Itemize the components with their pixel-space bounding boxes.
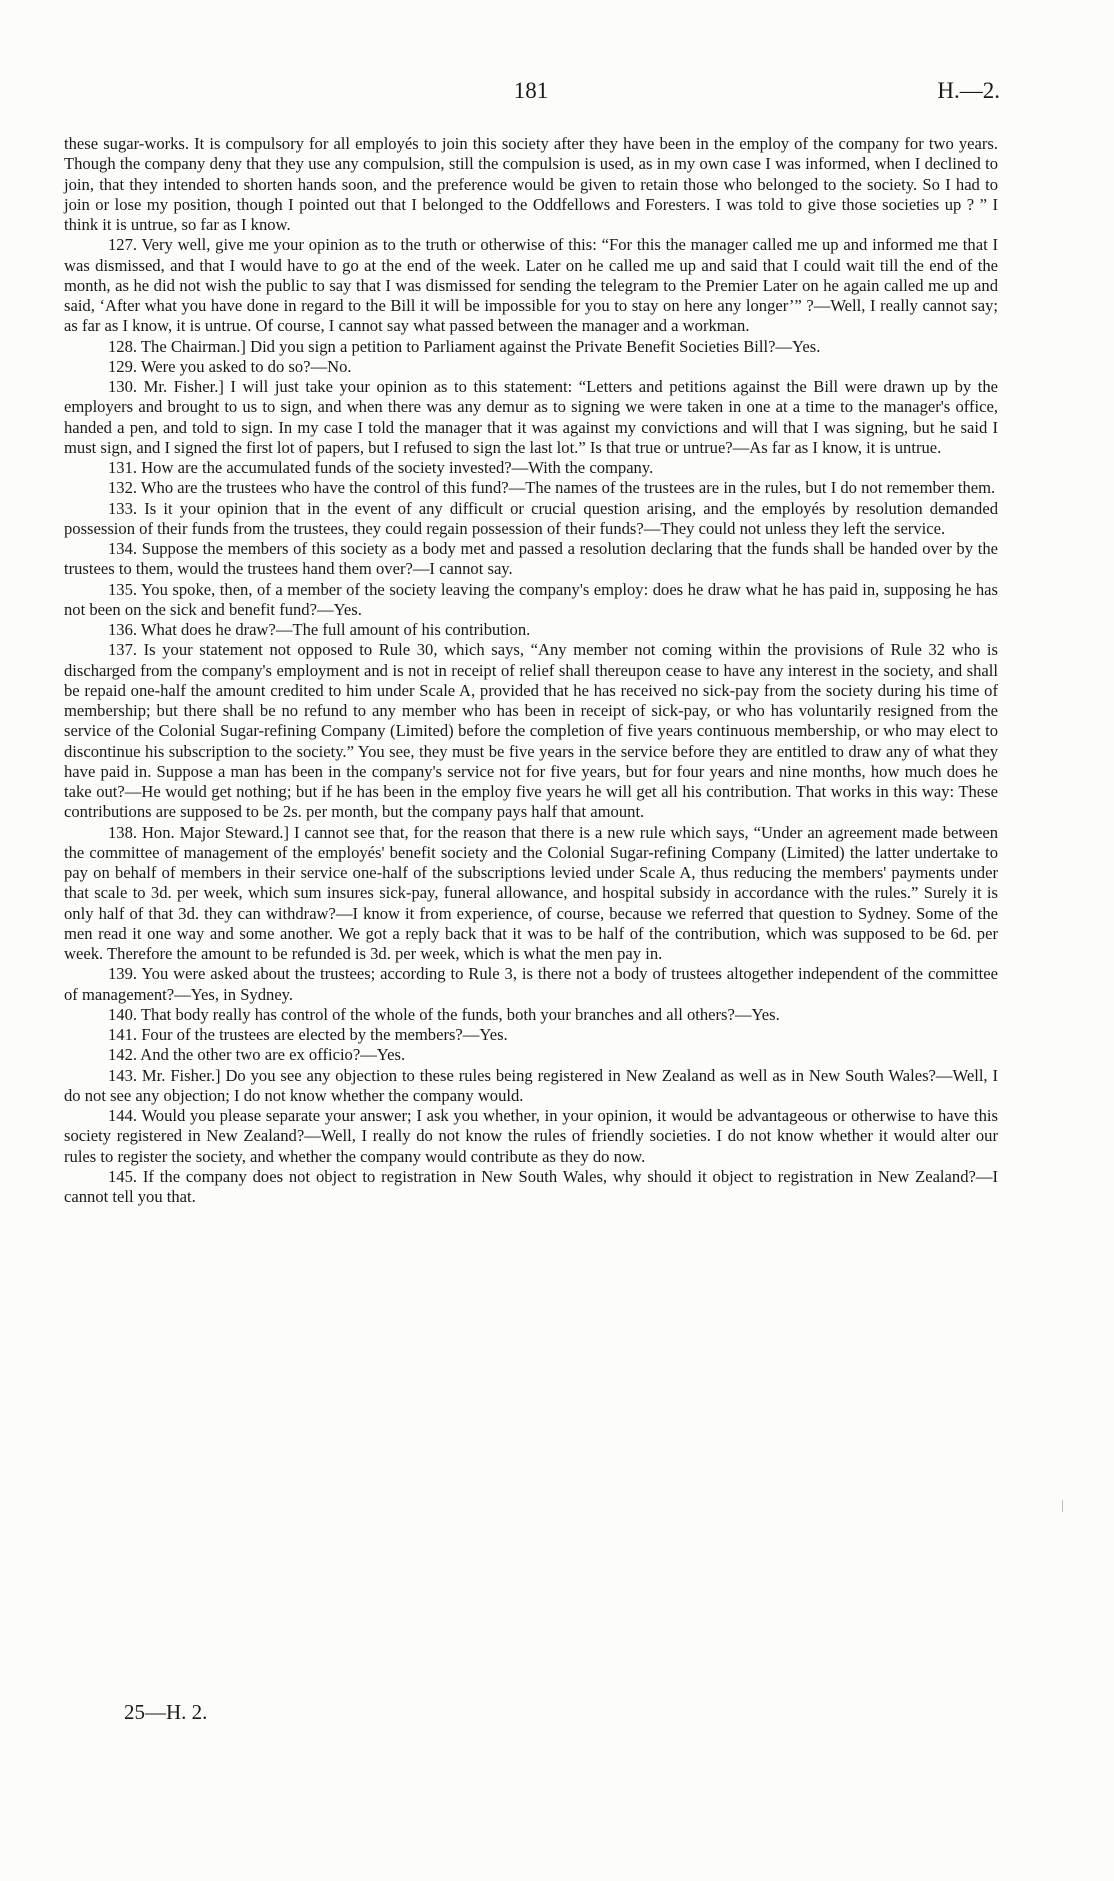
document-reference: H.—2. bbox=[937, 78, 1000, 103]
question-133: 133. Is it your opinion that in the event of any difficult or crucial question arising, and the employés by resolution demanded possession of their funds from the trustees, they could regain possession of their funds?—They could not unless they left the service. bbox=[64, 498, 998, 538]
question-140: 140. That body really has control of the whole of the funds, both your branches and all others?—Yes. bbox=[108, 1004, 780, 1024]
question-144: 144. Would you please separate your answer; I ask you whether, in your opinion, it would be advantageous or otherwise to have this society registered in New Zealand?—Well, I really do not know the rules of friendly societies. I do not know whether it would alter our rules to register the society, and whether the company would contribute as they do now. bbox=[64, 1106, 998, 1166]
question-132: 132. Who are the trustees who have the control of this fund?—The names of the trustees are in the rules, but I do not remember them. bbox=[108, 478, 996, 498]
question-131: 131. How are the accumulated funds of the society invested?—With the company. bbox=[108, 458, 654, 477]
question-139: 139. You were asked about the trustees; according to Rule 3, is there not a body of trustees altogether independent of the committee of management?—Yes, in Sydney. bbox=[64, 964, 998, 1004]
page-header bbox=[62, 78, 1000, 108]
question-145: 145. If the company does not object to registration in New South Wales, why should it object to registration in New Zealand?—I cannot tell you that. bbox=[64, 1166, 998, 1206]
question-141: 141. Four of the trustees are elected by the members?—Yes. bbox=[108, 1025, 508, 1044]
margin-mark bbox=[1062, 1500, 1063, 1512]
page-number: 181 bbox=[513, 78, 549, 103]
question-135: 135. You spoke, then, of a member of the society leaving the company's employ: does he draw what he has paid in, supposing he has not been on the sick and benefit fund?—Yes. bbox=[64, 579, 998, 619]
paragraph-continuation: these sugar-works. It is compulsory for all employés to join this society after they have been in the employ of the company for two years. Though the company deny that they use any compulsion, still the compulsion is used, as in my own case I was informed, when I declined to join, that they intended to shorten hands soon, and the preference would be given to retain those who belonged to the society. So I had to join or lose my position, though I pointed out that I belonged to the Oddfellows and Foresters. I was told to give those societies up ? ” I think it is untrue, so far as I know. bbox=[64, 134, 998, 234]
question-138: 138. Hon. Major Steward.] I cannot see that, for the reason that there is a new rule which says, “Under an agreement made between the committee of management of the employés' benefit society and the Colonial Sugar-refining Company (Limited) the latter undertake to pay on behalf of members in their service one-half of the subscriptions levied under Scale A, thus reducing the members' payments under that scale to 3d. per week, which sum insures sick-pay, funeral allowance, and hospital subsidy in accordance with the rules.” Surely it is only half of that 3d. they can withdraw?—I know it from experience, of course, because we referred that question to Sydney. Some of the men read it one way and some another. We got a reply back that it was to be half of the contribution, which was supposed to be 6d. per week. Therefore the amount to be refunded is 3d. per week, which is what the men pay in. bbox=[64, 822, 998, 963]
question-130: 130. Mr. Fisher.] I will just take your opinion as to this statement: “Letters and petitions against the Bill were drawn up by the employers and brought to us to sign, and when there was any demur as to signing we were taken in one at a time to the manager's office, handed a pen, and told to sign. In my case I told the manager that it was against my convictions and will that I was signing, but he said I must sign, and I signed the first lot of papers, but I refused to sign the last lot.” Is that true or untrue?—As far as I know, it is untrue. bbox=[64, 377, 998, 457]
question-127: 127. Very well, give me your opinion as to the truth or otherwise of this: “For this the manager called me up and informed me that I was dismissed, and that I would have to go at the end of the week. Later on he called me up and said that I could wait till the end of the month, as he did not wish the public to say that I was dismissed for sending the telegram to the Premier Later on he again called me up and said, ‘After what you have done in regard to the Bill it will be impossible for you to stay on here any longer’” ?—Well, I really cannot say; as far as I know, it is untrue. Of course, I cannot say what passed between the manager and a workman. bbox=[64, 235, 998, 336]
question-129: 129. Were you asked to do so?—No. bbox=[108, 356, 352, 376]
question-136: 136. What does he draw?—The full amount of his contribution. bbox=[108, 620, 531, 639]
signature-mark: 25—H. 2. bbox=[124, 1700, 208, 1724]
question-142: 142. And the other two are ex officio?—Yes. bbox=[108, 1045, 406, 1065]
question-128: 128. The Chairman.] Did you sign a petition to Parliament against the Private Benefit Societies Bill?—Yes. bbox=[108, 336, 821, 356]
page-body bbox=[64, 134, 998, 1207]
question-137: 137. Is your statement not opposed to Rule 30, which says, “Any member not coming within the provisions of Rule 32 who is discharged from the company's employment and is not in receipt of relief shall thereupon cease to have any interest in the society, and shall be repaid one-half the amount credited to him under Scale A, provided that he has received no sick-pay from the society during his time of membership; but there shall be no refund to any member who has been in receipt of sick-pay, or who has voluntarily resigned from the service of the Colonial Sugar-refining Company (Limited) before the completion of five years continuous membership, or who may elect to discontinue his subscription to the society.” You see, they must be five years in the service before they are entitled to draw any of what they have paid in. Suppose a man has been in the company's service not for five years, but for four years and nine months, how much does he take out?—He would get nothing; but if he has been in the employ five years he will get all his contribution. That works in this way: These contributions are supposed to be 2s. per month, but the company pays half that amount. bbox=[64, 640, 998, 822]
question-134: 134. Suppose the members of this society as a body met and passed a resolution declaring that the funds shall be handed over by the trustees to them, would the trustees hand them over?—I cannot say. bbox=[64, 539, 998, 579]
question-143: 143. Mr. Fisher.] Do you see any objection to these rules being registered in New Zealand as well as in New South Wales?—Well, I do not see any objection; I do not know whether the company would. bbox=[64, 1065, 998, 1105]
